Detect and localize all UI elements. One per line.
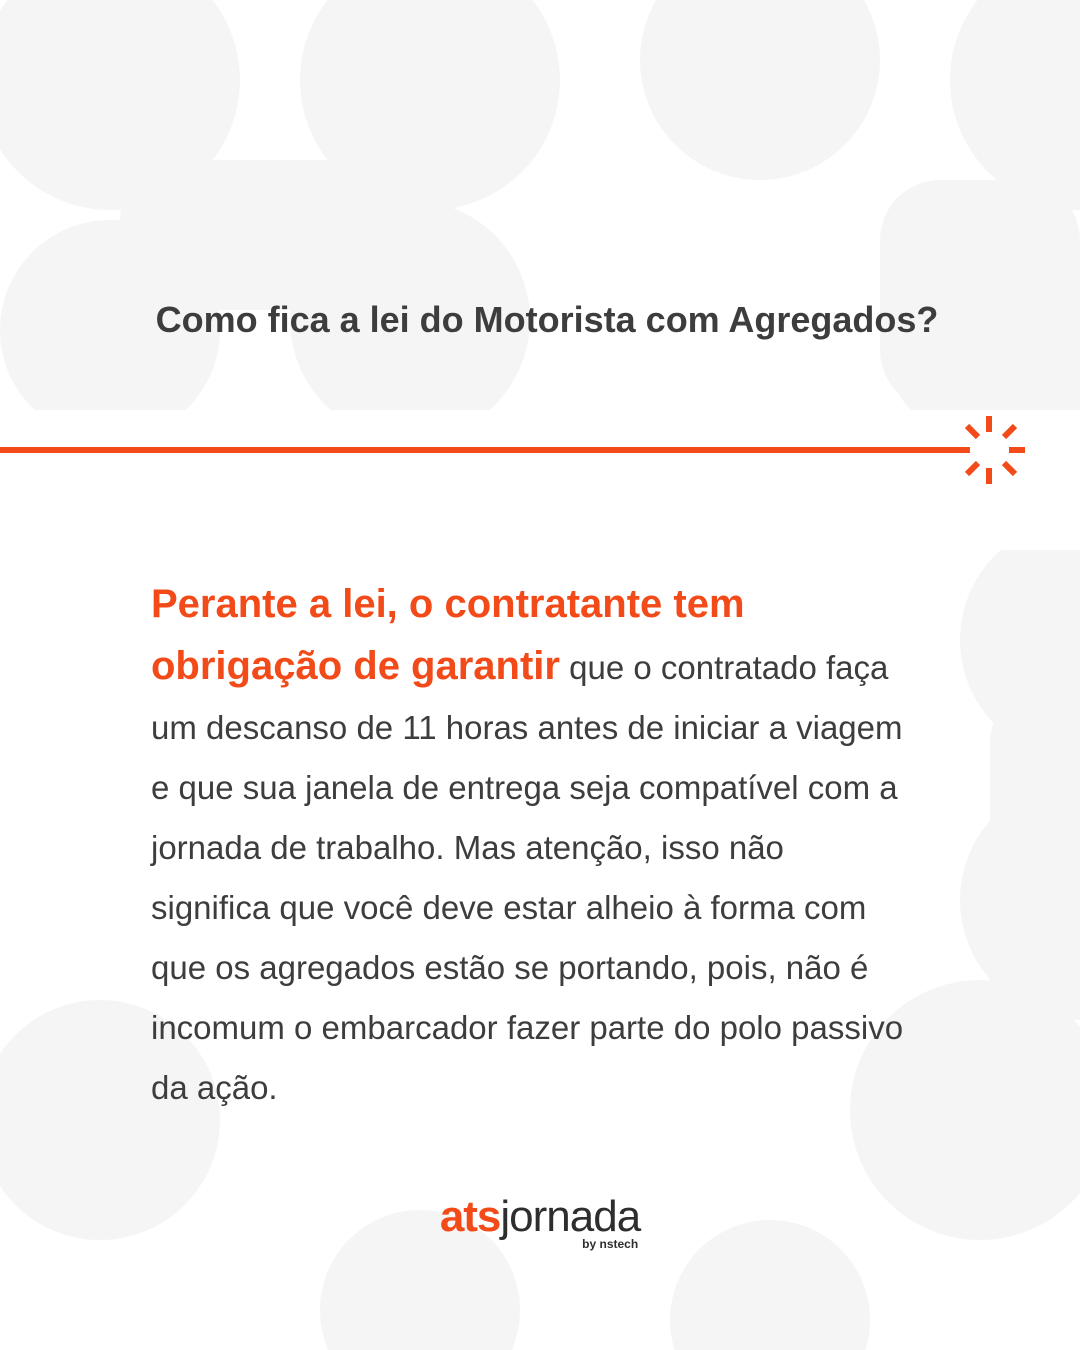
body-highlight: Perante a lei, o contratante tem obrigação de garantir <box>151 582 745 688</box>
page-title: Como fica a lei do Motorista com Agregados? <box>155 299 939 340</box>
body-paragraph <box>151 574 911 1118</box>
body-text: que o contratado faça um descanso de 11 horas antes de iniciar a viagem e que sua janela de entrega seja compatível com a jornada de trabalho. Mas atenção, isso não significa que você deve estar alheio à forma com que os agregados estão se portando, pois, não é incomum o embarcador fazer parte do polo passivo da ação. <box>151 649 904 1106</box>
logo-ats: ats <box>439 1192 501 1241</box>
brand-logo <box>0 1192 1080 1251</box>
logo-jornada: jornada <box>500 1192 641 1241</box>
logo-wordmark <box>439 1192 641 1251</box>
orange-divider-line <box>0 447 970 453</box>
logo-byline: by nstech <box>582 1237 639 1251</box>
burst-icon <box>958 414 1028 486</box>
